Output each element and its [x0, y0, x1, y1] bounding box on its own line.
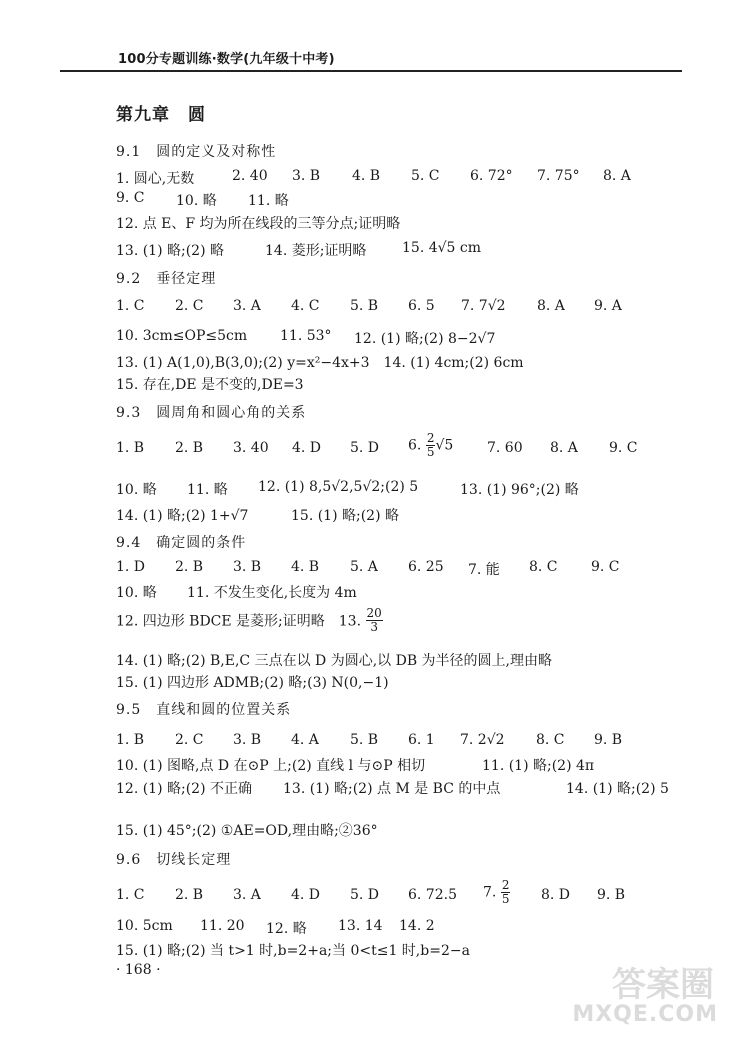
answer: 2. C [175, 732, 204, 748]
answer-line: 14. (1) 略;(2) B,E,C 三点在以 D 为圆心,以 DB 为半径的圆上,理由略 [116, 653, 553, 669]
fraction [366, 607, 383, 634]
answer: 2. C [175, 298, 204, 314]
answer: 9. B [597, 887, 626, 903]
answer: 13. (1) 略;(2) 略 [116, 243, 224, 259]
answer: 10. 3cm≤OP≤5cm [116, 328, 248, 344]
answer: 14. (1) 略;(2) 5 [566, 781, 669, 797]
answer: 9. C [591, 559, 620, 575]
answer: 14. 2 [399, 918, 435, 934]
answer: 2. B [175, 559, 204, 575]
answer: 10. 略 [176, 193, 217, 209]
answer: 5. B [350, 298, 379, 314]
section-heading-9-6: 9.6 切线长定理 [116, 852, 232, 868]
answer: 6. [408, 437, 422, 454]
answer: 7. 2√2 [460, 732, 505, 748]
answer: 2. B [175, 887, 204, 903]
answer: 8. A [603, 168, 631, 184]
answer: 6. 72.5 [408, 887, 457, 903]
answer-line-with-fraction [116, 607, 383, 634]
answer: 4. D [291, 887, 321, 903]
answer: 4. B [352, 168, 381, 184]
answer: 9. C [116, 190, 145, 206]
section-heading-9-3: 9.3 圆周角和圆心角的关系 [116, 405, 307, 421]
answer: 6. 1 [408, 732, 435, 748]
fraction-denominator: 3 [370, 620, 378, 634]
watermark-text-top: 答案圈 [612, 965, 714, 1005]
answer: 8. C [529, 559, 558, 575]
answer: 11. 略 [248, 193, 289, 209]
answer: 4. A [291, 732, 319, 748]
answer: 5. D [350, 887, 380, 903]
answer-line: 15. (1) 四边形 ADMB;(2) 略;(3) N(0,−1) [116, 675, 389, 691]
answer: 1. C [116, 887, 145, 903]
answer: 10. (1) 图略,点 D 在⊙P 上;(2) 直线 l 与⊙P 相切 [116, 758, 426, 774]
answer: 13. 14 [338, 918, 383, 934]
page-number: · 168 · [116, 962, 161, 978]
fraction-numerator: 2 [501, 878, 510, 892]
answer: 5. B [350, 732, 379, 748]
answer: 12. (1) 略;(2) 8−2√7 [354, 331, 496, 347]
answer: 10. 略 [116, 482, 157, 498]
answer: 11. 略 [187, 482, 228, 498]
answer: 1. B [116, 732, 145, 748]
answer: 1. C [116, 298, 145, 314]
answer: 14. 菱形;证明略 [265, 243, 367, 259]
answer: 2. B [175, 440, 204, 456]
answer: 4. D [292, 440, 322, 456]
answer: 1. B [116, 440, 145, 456]
answer: 3. A [233, 887, 261, 903]
answer: 6. 25 [408, 559, 444, 575]
answer: 7. 7√2 [461, 298, 506, 314]
answer: 10. 5cm [116, 918, 173, 934]
answer: 12. (1) 8,5√2,5√2;(2) 5 [258, 479, 419, 495]
answer: 5. C [411, 168, 440, 184]
fraction-denominator: 5 [501, 892, 510, 906]
section-heading-9-1: 9.1 圆的定义及对称性 [116, 144, 277, 160]
answer: 2. 40 [232, 168, 268, 184]
fraction-denominator: 5 [426, 445, 435, 459]
answer: 15. 4√5 cm [402, 240, 482, 256]
answer-line: 13. (1) A(1,0),B(3,0);(2) y=x²−4x+3 14. (1) 4cm;(2) 6cm [116, 355, 524, 371]
answer: 7. [483, 884, 497, 901]
answer-line: 15. (1) 略;(2) 当 t>1 时,b=2+a;当 0<t≤1 时,b=2−a [116, 943, 470, 959]
fraction-numerator: 20 [366, 606, 382, 620]
answer: 11. 20 [200, 918, 245, 934]
chapter-title: 第九章 圆 [116, 105, 206, 125]
answer: 14. (1) 略;(2) 1+√7 [116, 508, 249, 524]
answer: 4. B [291, 559, 320, 575]
answer: 12. (1) 略;(2) 不正确 [116, 781, 252, 797]
answer: 3. 40 [233, 440, 269, 456]
answer: 9. A [594, 298, 622, 314]
answer: 4. C [291, 298, 320, 314]
answer: 13. (1) 略;(2) 点 M 是 BC 的中点 [283, 781, 501, 797]
answer: 7. 能 [468, 562, 500, 578]
fraction-tail: √5 [435, 437, 454, 454]
watermark-text-bottom: MXQE.COM [572, 1002, 718, 1027]
watermark-logo [572, 957, 722, 1027]
answer: 5. A [350, 559, 378, 575]
answer: 8. A [550, 440, 578, 456]
answer: 3. B [233, 559, 262, 575]
answer: 6. 5 [408, 298, 435, 314]
answer: 11. (1) 略;(2) 4π [482, 758, 595, 774]
answer: 13. (1) 96°;(2) 略 [460, 482, 579, 498]
answer: 3. A [233, 298, 261, 314]
answer: 1. D [116, 559, 146, 575]
answer-line: 15. (1) 45°;(2) ①AE=OD,理由略;②36° [116, 823, 378, 839]
answer-fraction [408, 432, 453, 459]
answer: 6. 72° [470, 168, 513, 184]
answer: 11. 不发生变化,长度为 4m [187, 585, 357, 601]
answer: 5. D [350, 440, 380, 456]
section-heading-9-4: 9.4 确定圆的条件 [116, 535, 247, 551]
answer: 8. C [536, 732, 565, 748]
answer: 1. 圆心,无数 [116, 171, 195, 187]
answer-line: 12. 点 E、F 均为所在线段的三等分点;证明略 [116, 216, 401, 232]
answer: 9. C [609, 440, 638, 456]
answer: 9. B [594, 732, 623, 748]
answer: 7. 75° [537, 168, 580, 184]
section-heading-9-5: 9.5 直线和圆的位置关系 [116, 702, 292, 718]
answer: 8. D [541, 887, 571, 903]
answer: 7. 60 [487, 440, 523, 456]
answer-fraction [483, 879, 510, 906]
page-header: 100分专题训练·数学(九年级十中考) [118, 52, 335, 67]
answer: 8. A [537, 298, 565, 314]
answer: 15. (1) 略;(2) 略 [291, 508, 399, 524]
fraction [501, 879, 511, 906]
answer: 3. B [233, 732, 262, 748]
answer: 10. 略 [116, 585, 157, 601]
fraction-numerator: 2 [426, 431, 435, 445]
answer-line: 15. 存在,DE 是不变的,DE=3 [116, 377, 304, 393]
answer: 12. 四边形 BDCE 是菱形;证明略 13. [116, 613, 362, 630]
answer: 12. 略 [266, 921, 307, 937]
answer: 11. 53° [280, 328, 332, 344]
section-heading-9-2: 9.2 垂径定理 [116, 271, 217, 287]
answer: 3. B [292, 168, 321, 184]
header-rule [60, 70, 682, 72]
fraction [426, 432, 436, 459]
